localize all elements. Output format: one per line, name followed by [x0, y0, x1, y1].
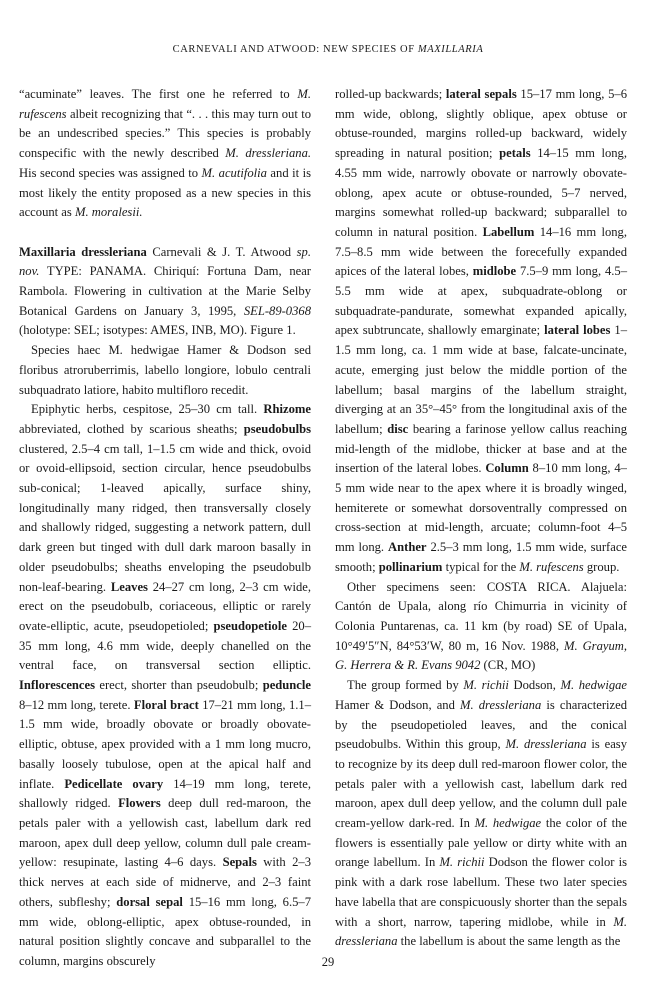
paragraph-description-continued: rolled-up backwards; lateral sepals 15–17 mm long, 5–6 mm wide, oblong, slightly oblique, apex obtuse or obtuse-rounded, margins rolled-up backward, widely spreading in natural position; petals 14–15 mm long, 4.55 mm wide, narrowly obovate or narrowly obovate-oblong, apex acute or obtuse-rounded, 5–7 nerved, margins somewhat rolled-up backward; subparallel to column in natural position. Labellum 14–16 mm long, 7.5–8.5 mm wide between the forecefully expanded apices of the lateral lobes, midlobe 7.5–9 mm long, 4.5–5.5 mm wide at apex, subquadrate-oblong or subquadrate-pandurate, somewhat expanded apically, apex subtruncate, shallowly emarginate; lateral lobes 1–1.5 mm long, ca. 1 mm wide at base, falcate-uncinate, acute, emerging just below the middle portion of the labellum; basal margins of the labellum straight, diverging at an 35°–45° from the longitudinal axis of the labellum; disc bearing a farinose yellow callus reaching mid-length of the midlobe, thicker at base and at the insertion of the lateral lobes. Column 8–10 mm long, 4–5 mm wide near to the apex where it is broadly winged, hemiterete or somewhat dorsoventrally compressed on cross-section at mid-length, arcuate; column-foot 4–5 mm long. Anther 2.5–3 mm long, 1.5 mm wide, surface smooth; pollinarium typical for the M. rufescens group. — [335, 87, 628, 574]
running-head-authors-title: CARNEVALI AND ATWOOD: NEW SPECIES OF — [172, 44, 418, 55]
paragraph-description: Epiphytic herbs, cespitose, 25–30 cm tall. Rhizome abbreviated, clothed by scarious sheaths; pseudobulbs clustered, 2.5–4 cm tall, 1–1.5 cm wide and thick, ovoid or ovoid-ellipsoid, section circular, hence pseudobulbs sub-conical; 1-leaved apically, surface shiny, longitudinally many ridged, then transversally closely and shallowly ridged, suggesting a network pattern, dull dark green but tinged with dull dark maroon basally in older pseudobulbs; sheaths enveloping the pseudobulb non-leaf-bearing. Leaves 24–27 cm long, 2–3 cm wide, erect on the pseudobulb, coriaceous, elliptic or rarely ovate-elliptic, acute, pseudopetioled; pseudopetiole 20–35 mm long, 4.6 mm wide, deeply chanelled on the ventral face, on transversal section elliptic. Inflorescences erect, shorter than pseudobulb; peduncle 8–12 mm long, terete. Floral bract 17–21 mm long, 1.1–1.5 mm wide, broadly obovate or broadly obovate-elliptic, obtuse, apex provided with a 1 mm long mucro, basally loosely tubulose, open at the apical half and inflate. Pedicellate ovary 14–19 mm long, terete, shallowly ridged. Flowers deep dull red-maroon, the petals paler with a yellowish cast, labellum dark red maroon, apex dull deep yellow, column dull pale cream-yellow: resupinate, lasting 4–6 days. Sepals with 2–3 thick nerves at each side of midnerve, and 2–3 faint others, subfleshy; dorsal sepal 15–16 mm long, 6.5–7 mm wide, oblong-elliptic, apex obtuse-rounded, in natural position slightly concave and subparallel to the column, margins obscurely — [19, 402, 312, 968]
paragraph-species-heading: Maxillaria dressleriana Carnevali & J. T. Atwood sp. nov. TYPE: PANAMA. Chiriquí: Fortuna Dam, near Rambola. Flowering in cultivation at the Marie Selby Botanical Gardens on January 3, 1995, SEL-89-0368 (holotype: SEL; isotypes: AMES, INB, MO). Figure 1. — [19, 244, 311, 338]
right-column — [335, 85, 627, 952]
page-number: 29 — [321, 955, 335, 969]
running-head-genus: MAXILLARIA — [417, 44, 484, 55]
species-name: Maxillaria dressleriana — [19, 244, 147, 259]
left-column — [19, 85, 311, 972]
paragraph-other-specimens: Other specimens seen: COSTA RICA. Alajuela: Cantón de Upala, along río Chimurria in vicinity of Colonia Puntarenas, ca. 11 km (by road) SE of Upala, 10°49′5″N, 84°53′W, 80 m, 16 Nov. 1988, M. Grayum, G. Herrera & R. Evans 9042 (CR, MO) — [335, 579, 627, 673]
paragraph-group-discussion: The group formed by M. richii Dodson, M. hedwigae Hamer & Dodson, and M. dressleriana is characterized by the pseudopetioled leaves, and the conical pseudobulbs. Within this group, M. dressleriana is easy to recognize by its deep dull red-maroon flower color, the petals paler with a yellowish cast, labellum dark red maroon, apex dull deep yellow, and the column dull pale cream-yellow dark-red. In M. hedwigae the color of the flowers is essentially pale yellow or dirty white with an orange labellum. In M. richii Dodson the flower color is pink with a dark rose labellum. These two later species have labella that are conspicuously shorter than the sepals with a short, narrow, tapering midlobe, while in M. dressleriana the labellum is about the same length as the — [335, 678, 628, 949]
paragraph-previous-species-discussion: “acuminate” leaves. The first one he referred to M. rufescens albeit recognizing that “. . . this may turn out to be an undescribed species.” This species is probably conspecific with the newly described M. dressleriana. His second species was assigned to M. acutifolia and it is most likely the entity proposed as a new species in this account as M. moralesii. — [19, 87, 312, 220]
running-head — [0, 44, 656, 55]
paragraph-latin-diagnosis: Species haec M. hedwigae Hamer & Dodson sed floribus atroruberrimis, labello longiore, lobulo centrali subquadrato latiore, habito multifloro recedit. — [19, 343, 311, 397]
